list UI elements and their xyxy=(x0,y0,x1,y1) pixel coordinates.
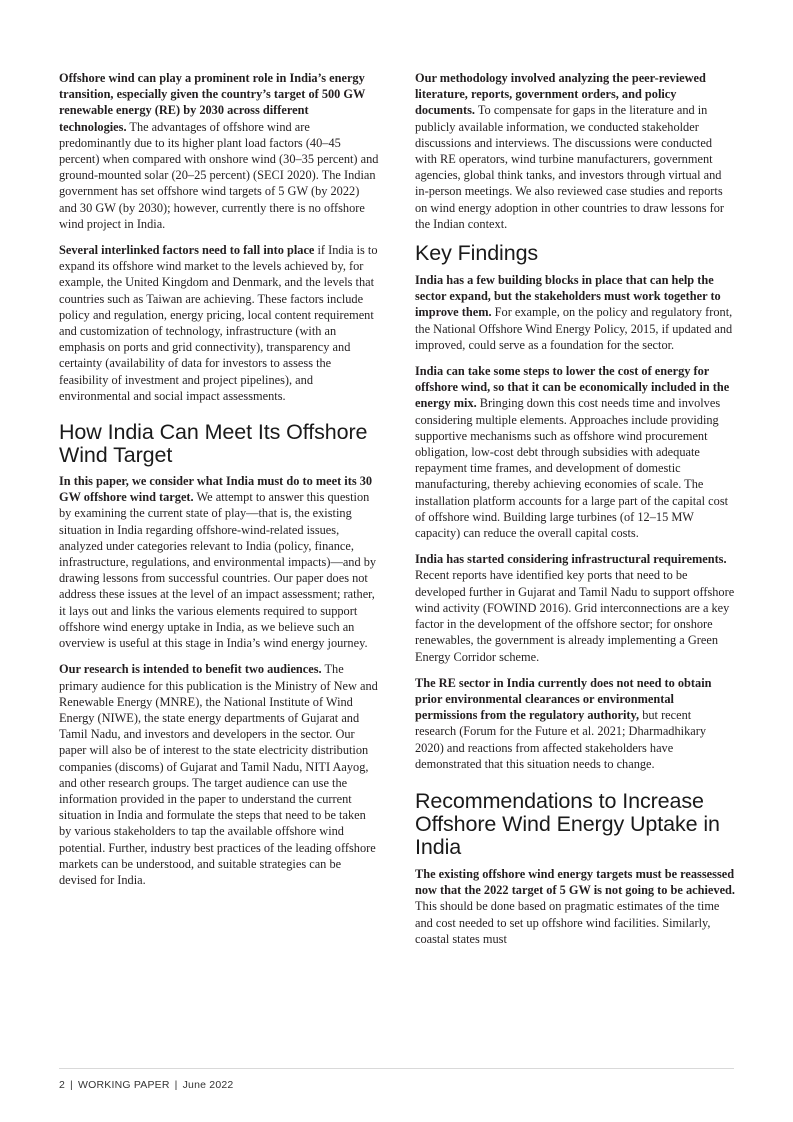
footer-separator: | xyxy=(70,1079,73,1091)
paragraph-lead: Our research is intended to benefit two audiences. xyxy=(59,662,322,677)
paragraph-body: if India is to expand its offshore wind market to the levels achieved by, for example, the United Kingdom and Denmark, and the levels that countries such as Taiwan are achieving. These factors include policy and regulation, energy pricing, local content requirement and customization of technology, infrastructure (with an emphasis on ports and grid connectivity), transparency and certainty (availability of data for investors to assess the feasibility of investment and project pipelines), and environmental and social impact assessments. xyxy=(59,243,378,403)
paragraph-lead: Our methodology involved analyzing the peer-reviewed literature, reports, government orders, and policy documents. xyxy=(415,71,706,118)
paragraph-body: Bringing down this cost needs time and involves considering multiple elements. Approaches include providing supportive mechanisms such as offshore wind procurement obligation, low-cost debt through subsidies with adequate repayment time frames, and development of domestic manufacturing, thereby achieving economies of scale. The installation platform accounts for a large part of the capital cost of offshore wind. Building large turbines (of 12–15 MW capacity) can reduce the overall capital costs. xyxy=(415,396,729,541)
paragraph-methodology xyxy=(415,70,735,232)
section-heading-key-findings: Key Findings xyxy=(415,241,539,266)
paragraph-lead: Several interlinked factors need to fall into place xyxy=(59,243,315,258)
left-column xyxy=(59,70,379,898)
paragraph-interlinked-factors xyxy=(59,242,379,404)
page-footer xyxy=(59,1079,233,1091)
paragraph-lead: In this paper, we consider what India must do to meet its 30 GW offshore wind target. xyxy=(59,474,373,505)
section-heading-meet-target: How India Can Meet Its Offshore Wind Target xyxy=(59,420,368,468)
paragraph-body: but recent research (Forum for the Future et al. 2021; Dharmadhikary 2020) and reactions from affected stakeholders have demonstrated that this situation needs to change. xyxy=(415,708,707,771)
paragraph-body: To compensate for gaps in the literature and in publicly available information, we conducted stakeholder discussions and interviews. The discussions were conducted with RE operators, wind turbine manufacturers, government agencies, global think tanks, and investors through virtual and in-person meetings. We also reviewed case studies and reports on wind energy adoption in other countries to draw lessons for the Indian context. xyxy=(415,103,724,231)
paragraph-targets-reassessed xyxy=(415,866,735,947)
page-number: 2 xyxy=(59,1079,66,1091)
paragraph-body: Recent reports have identified key ports that need to be developed further in Gujarat and Tamil Nadu to support offshore wind activity (FOWIND 2016). Grid interconnections are a key factor in the development of the offshore sector; for onshore renewables, the government is already implementing a Green Energy Corridor scheme. xyxy=(415,568,735,664)
publication-series: WORKING PAPER xyxy=(77,1079,170,1091)
paragraph-body: For example, on the policy and regulatory front, the National Offshore Wind Energy Policy, 2015, if updated and improved, could serve as a foundation for the sector. xyxy=(415,305,733,352)
paragraph-lead: The RE sector in India currently does not need to obtain prior environmental clearances or environmental permissions from the regulatory authority, xyxy=(415,675,712,723)
paragraph-audiences xyxy=(59,661,379,888)
paragraph-lead: India has a few building blocks in place that can help the sector expand, but the stakeholders must work together to improve them. xyxy=(415,273,721,320)
paragraph-offshore-role xyxy=(59,70,379,232)
paragraph-lead: India can take some steps to lower the cost of energy for offshore wind, so that it can be economically included in the energy mix. xyxy=(415,364,730,411)
footer-separator: | xyxy=(174,1079,178,1091)
paragraph-body: We attempt to answer this question by examining the current state of play—that is, the existing situation in India regarding offshore-wind-related issues, analyzed under categories relevant to India (policy, finance, infrastructure, regulations, and environmental impacts)—and by drawing lessons from successful countries. Our paper does not address these issues at the level of an impact assessment; rather, it lays out and links the various elements required to support offshore wind energy uptake in India, as we believe such an overview is useful at this stage in India’s wind energy journey. xyxy=(59,490,377,651)
paragraph-body: This should be done based on pragmatic estimates of the time and cost needed to set up offshore wind facilities. Similarly, coastal states must xyxy=(415,899,720,946)
paragraph-lead: The existing offshore wind energy targets must be reassessed now that the 2022 target of 5 GW is not going to be achieved. xyxy=(415,866,736,898)
paragraph-lower-cost xyxy=(415,363,735,541)
paragraph-lead: Offshore wind can play a prominent role in India’s energy transition, especially given the country’s target of 500 GW renewable energy (RE) by 2030 across different technologies. xyxy=(59,71,366,134)
paragraph-body: The primary audience for this publication is the Ministry of New and Renewable Energy (MNRE), the National Institute of Wind Energy (NIWE), the state energy departments of Gujarat and Tamil Nadu, and investors and developers in the sector. Our paper will also be of interest to the state electricity distribution companies (discoms) of Gujarat and Tamil Nadu, NITI Aayog, and other research groups. The target audience can use the information provided in the paper to understand the current situation in India and formulate the steps that need to be taken by various stakeholders to tap the available offshore wind potential. Further, industry best practices of the leading offshore markets can be understood, and suitable strategies can be devised for India. xyxy=(59,662,378,887)
paragraph-building-blocks xyxy=(415,272,735,353)
section-heading-recommendations: Recommendations to Increase Offshore Wind Energy Uptake in India xyxy=(415,788,720,859)
paragraph-environmental-clearances xyxy=(415,675,735,772)
publication-date: June 2022 xyxy=(182,1079,234,1091)
paragraph-body: The advantages of offshore wind are predominantly due to its higher plant load factors (40–45 percent) when compared with onshore wind (30–35 percent) and ground-mounted solar (20–25 percent) (SECI 2020). The Indian government has set offshore wind targets of 5 GW (by 2022) and 30 GW (by 2030); however, currently there is no offshore wind project in India. xyxy=(59,119,379,231)
right-column xyxy=(415,70,735,957)
paragraph-lead: India has started considering infrastructural requirements. xyxy=(415,552,727,567)
paragraph-infrastructure xyxy=(415,551,735,664)
paragraph-this-paper xyxy=(59,473,379,651)
footer-divider xyxy=(59,1068,734,1069)
